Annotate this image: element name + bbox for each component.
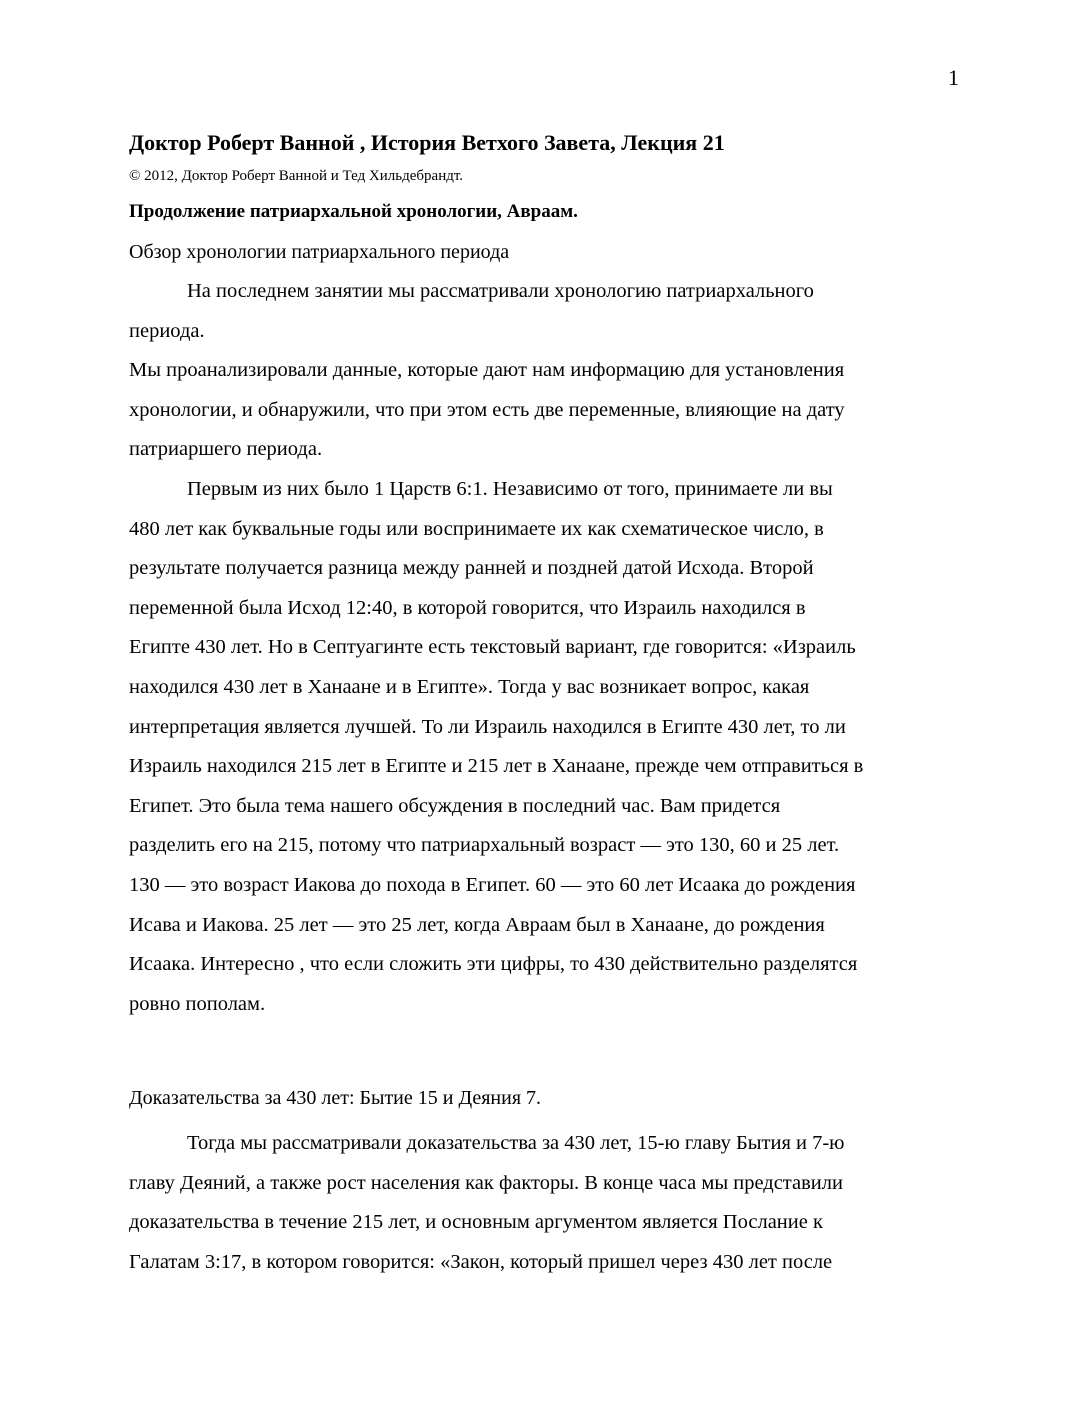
paragraph-spacer — [129, 1024, 971, 1078]
text-line: Тогда мы рассматривали доказательства за 430 лет, 15-ю главу Бытия и 7-ю — [187, 1132, 845, 1155]
text-line: Галатам 3:17, в котором говорится: «Закон, который пришел через 430 лет после — [129, 1251, 833, 1274]
section-heading-430-years-evidence: Доказательства за 430 лет: Бытие 15 и Деяния 7. — [129, 1087, 542, 1110]
text-line: главу Деяний, а также рост населения как факторы. В конце часа мы представили — [129, 1171, 843, 1194]
text-line: хронологии, и обнаружили, что при этом есть две переменные, влияющие на дату — [129, 398, 845, 421]
text-line: Египет. Это была тема нашего обсуждения в последний час. Вам придется — [129, 794, 781, 817]
text-line: Египте 430 лет. Но в Септуагинте есть текстовый вариант, где говорится: «Израиль — [129, 636, 856, 659]
paragraph-analysis — [129, 351, 971, 470]
text-line: результате получается разница между ранней и поздней датой Исхода. Второй — [129, 557, 814, 580]
text-line: Мы проанализировали данные, которые дают нам информацию для установления — [129, 359, 845, 382]
text-line: Исаака. Интересно , что если сложить эти цифры, то 430 действительно разделятся — [129, 953, 858, 976]
text-line: патриаршего периода. — [129, 438, 323, 461]
lecture-title: Доктор Роберт Ванной , История Ветхого Завета, Лекция 21 — [129, 130, 725, 155]
text-line: доказательства в течение 215 лет, и основным аргументом является Послание к — [129, 1211, 823, 1234]
lecture-subtitle: Продолжение патриархальной хронологии, Авраам. — [129, 201, 578, 222]
text-line: 480 лет как буквальные годы или воспринимаете их как схематическое число, в — [129, 517, 824, 540]
text-line: 130 — это возраст Иакова до похода в Египет. 60 — это 60 лет Исаака до рождения — [129, 873, 856, 896]
text-line: ровно пополам. — [129, 992, 266, 1015]
text-line: разделить его на 215, потому что патриархальный возраст — это 130, 60 и 25 лет. — [129, 834, 840, 857]
copyright-notice: © 2012, Доктор Роберт Ванной и Тед Хильдебрандт. — [129, 168, 464, 184]
text-line: периода. — [129, 319, 205, 342]
text-line: Израиль находился 215 лет в Египте и 215 лет в Ханаане, прежде чем отправиться в — [129, 755, 864, 778]
page-number: 1 — [948, 65, 959, 90]
text-line: находился 430 лет в Ханаане и в Египте». Тогда у вас возникает вопрос, какая — [129, 675, 810, 698]
paragraph-variables — [129, 470, 971, 1024]
text-line: На последнем занятии мы рассматривали хронологию патриархального — [187, 280, 814, 302]
text-line: Исава и Иакова. 25 лет — это 25 лет, когда Авраам был в Ханаане, до рождения — [129, 913, 825, 936]
document-content — [129, 128, 971, 1283]
text-line: интерпретация является лучшей. То ли Израиль находился в Египте 430 лет, то ли — [129, 715, 846, 738]
paragraph-evidence — [129, 1124, 971, 1282]
paragraph-last-lesson — [129, 272, 971, 351]
section-heading-chronology-review: Обзор хронологии патриархального периода — [129, 241, 510, 263]
text-line: Первым из них было 1 Царств 6:1. Независимо от того, принимаете ли вы — [187, 477, 833, 500]
text-line: переменной была Исход 12:40, в которой говорится, что Израиль находился в — [129, 596, 806, 619]
